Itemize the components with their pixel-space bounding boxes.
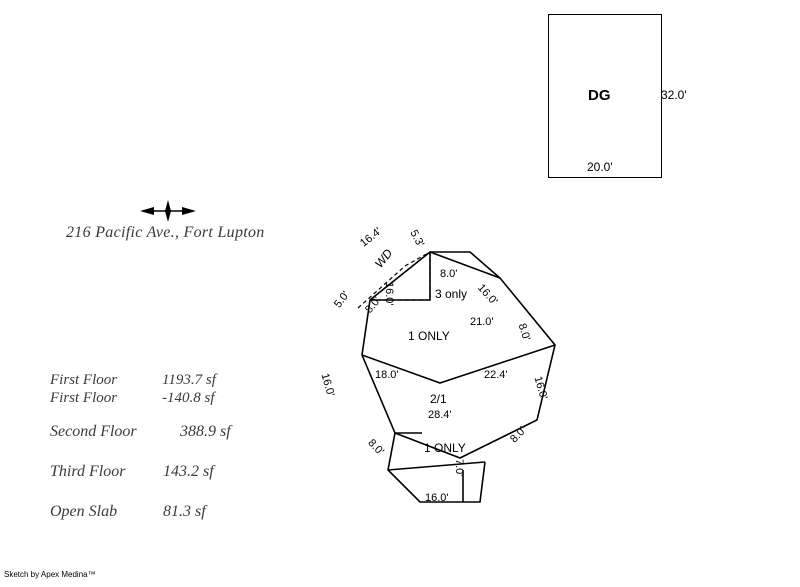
- room-label-one-only-lower: 1 ONLY: [424, 441, 466, 455]
- dim-16-0-b: 16.0': [475, 282, 500, 308]
- area-value: 1193.7 sf: [162, 372, 216, 388]
- page-title: 216 Pacific Ave., Fort Lupton: [66, 224, 265, 241]
- room-label-two-one: 2/1: [430, 392, 447, 406]
- dim-8-0-e: 8.0': [508, 424, 529, 446]
- area-label: First Floor: [50, 372, 118, 388]
- dim-16-0-a: 16.0': [383, 282, 395, 306]
- detached-garage-height-dim: 32.0': [661, 88, 687, 102]
- area-value: 388.9 sf: [180, 423, 231, 440]
- table-row: [50, 463, 320, 481]
- dim-16-0-d: 16.0': [531, 375, 550, 401]
- room-label-wd: WD: [372, 246, 396, 271]
- dim-16-0-e: 16.0': [425, 492, 449, 504]
- area-label: Third Floor: [50, 463, 126, 480]
- dim-18-0: 18.0': [375, 369, 399, 381]
- dim-7-0: 7.0': [453, 459, 465, 477]
- dim-28-4: 28.4': [428, 409, 452, 421]
- table-row: [50, 390, 320, 407]
- room-label-three-only: 3 only: [435, 287, 468, 301]
- dim-8-0-d: 8.0': [365, 437, 387, 458]
- room-label-one-only-upper: 1 ONLY: [408, 329, 450, 343]
- dim-5-3: 5.3': [407, 228, 427, 250]
- area-value: 143.2 sf: [163, 463, 214, 480]
- table-row: [50, 423, 320, 441]
- dim-8-0-a: 8.0': [440, 268, 458, 280]
- area-value: 81.3 sf: [163, 503, 206, 520]
- table-row: [50, 372, 320, 389]
- detached-garage-label: DG: [588, 87, 611, 104]
- floor-plan-outline: [300, 190, 600, 520]
- footer-credit: Sketch by Apex Medina™: [4, 570, 96, 579]
- dim-8-0-b: 8.0': [363, 294, 384, 316]
- area-label: Open Slab: [50, 503, 118, 520]
- dim-21-0: 21.0': [470, 316, 494, 328]
- area-label: First Floor: [50, 390, 118, 406]
- area-value: -140.8 sf: [162, 390, 215, 406]
- dim-16-0-c: 16.0': [318, 372, 337, 398]
- north-arrow-icon: [140, 200, 196, 227]
- dim-8-0-c: 8.0': [515, 322, 533, 343]
- table-row: [50, 503, 320, 521]
- detached-garage-width-dim: 20.0': [587, 160, 613, 174]
- dim-16-4: 16.4': [358, 225, 384, 250]
- areas-table: [50, 372, 320, 521]
- dim-5-0: 5.0': [332, 289, 353, 311]
- dim-22-4: 22.4': [484, 369, 508, 381]
- area-label: Second Floor: [50, 423, 137, 440]
